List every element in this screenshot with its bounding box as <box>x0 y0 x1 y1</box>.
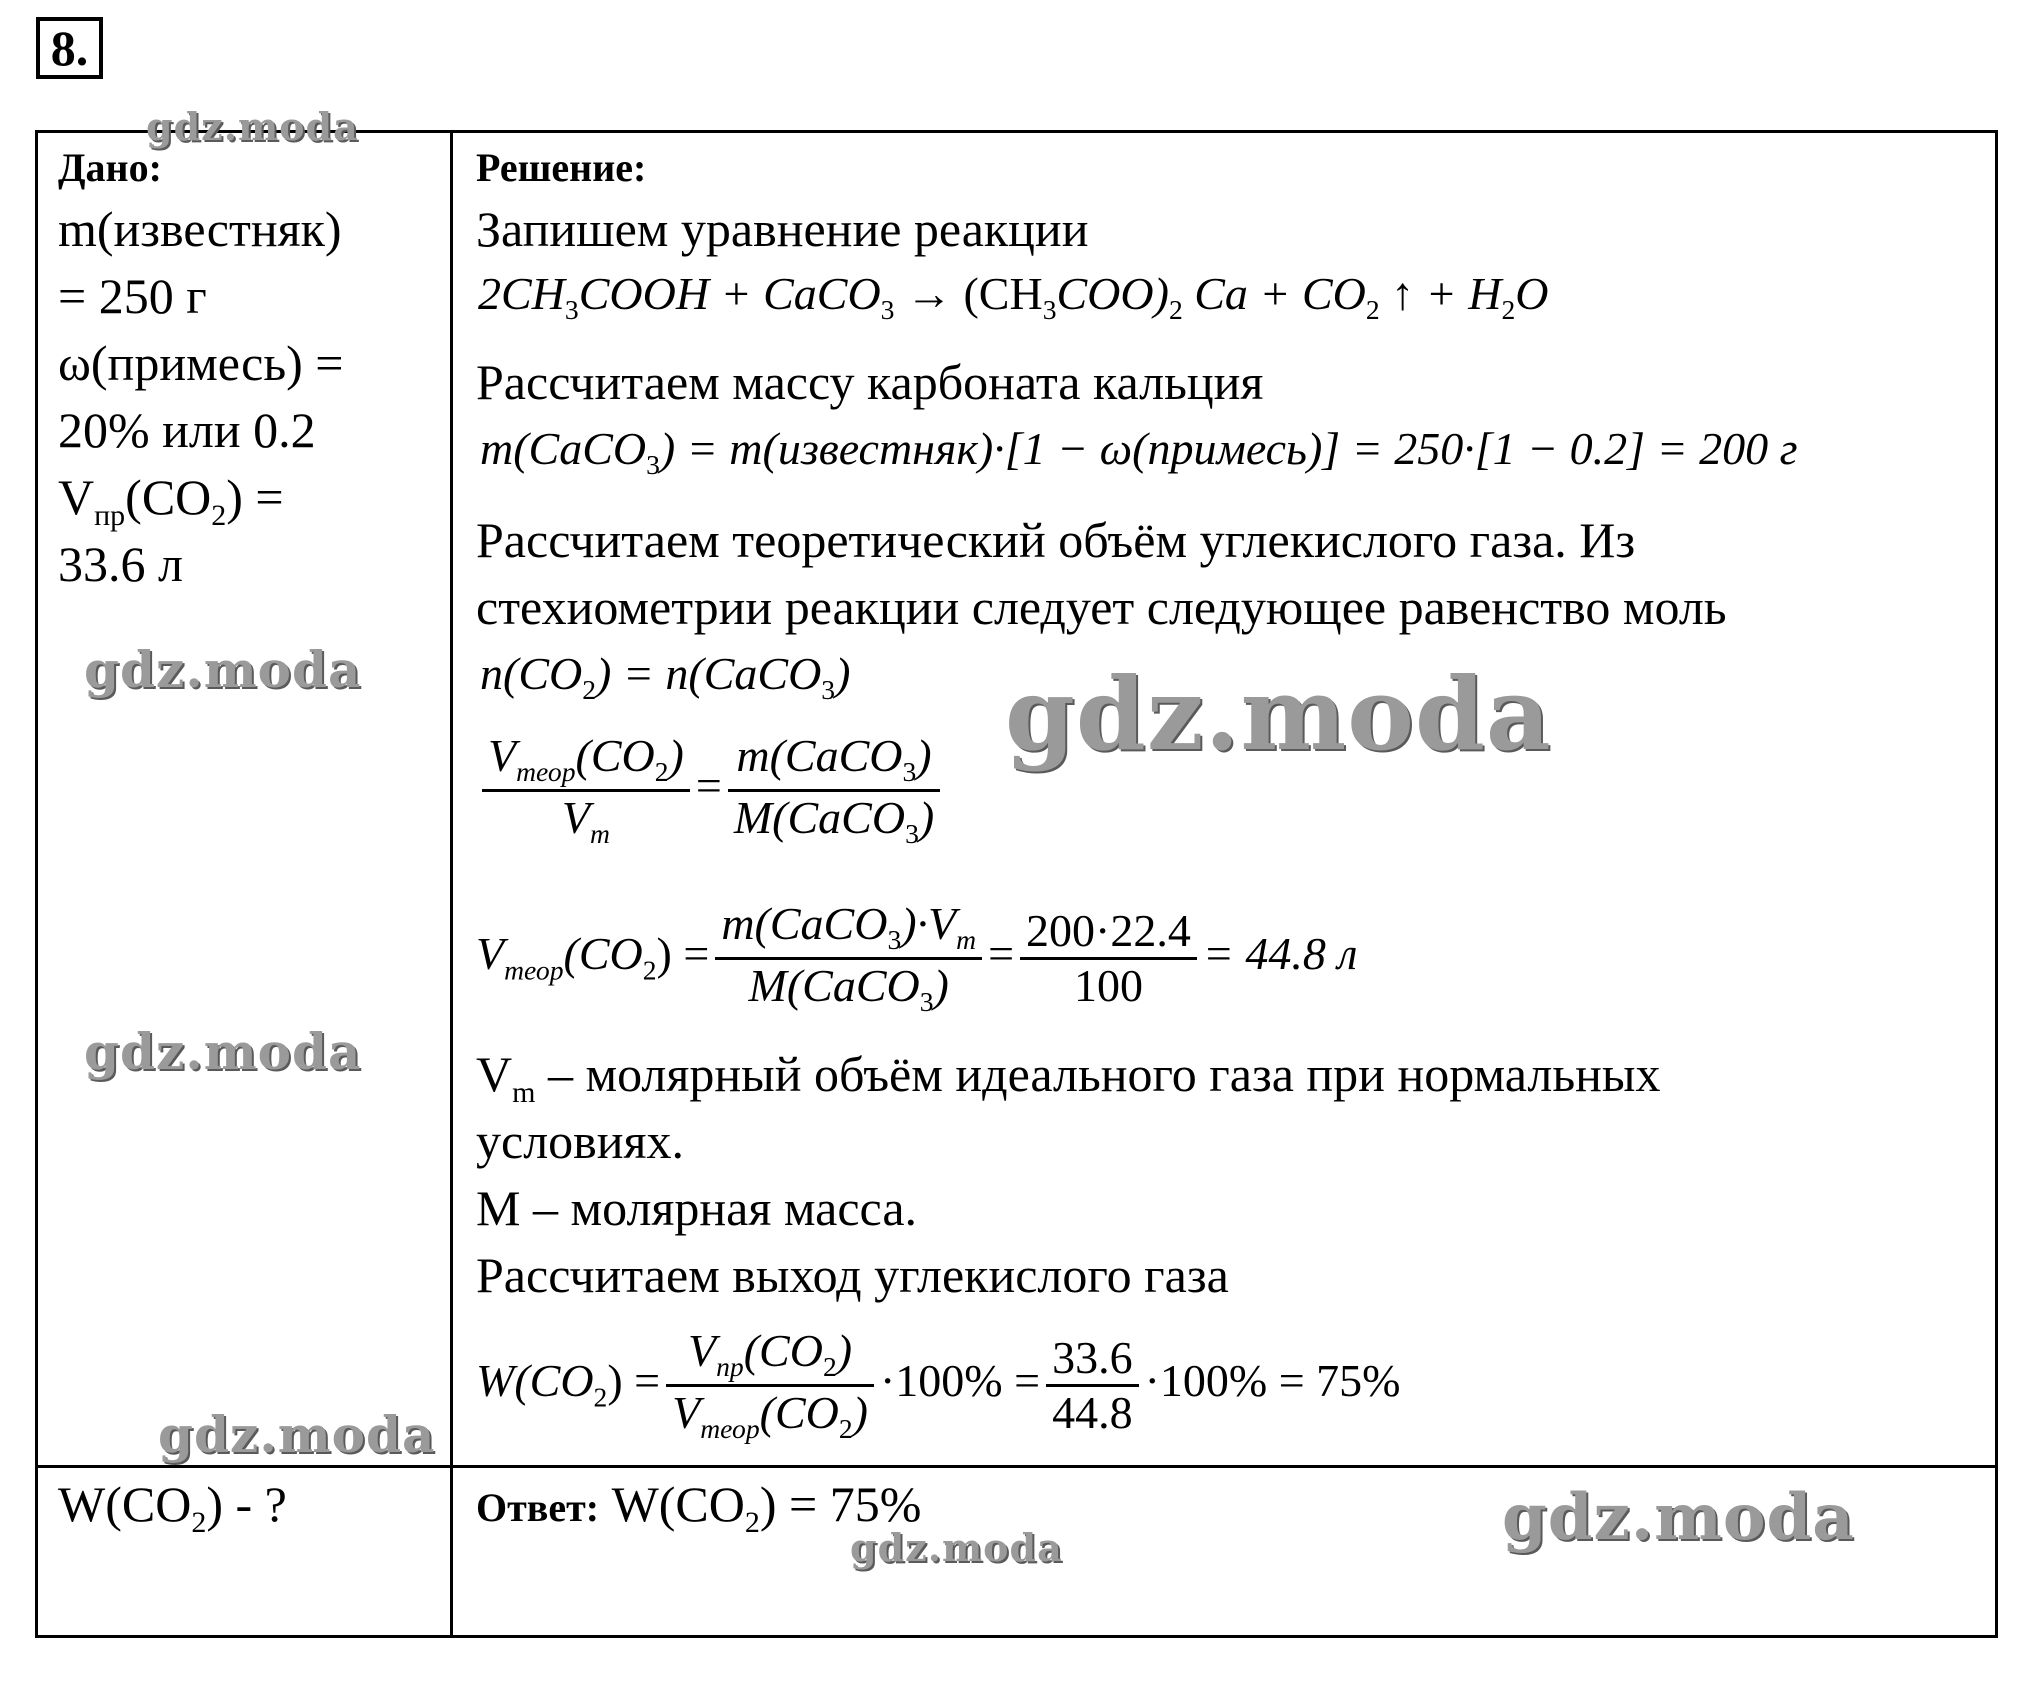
given-line: 33.6 л <box>58 536 183 592</box>
answer: Ответ: $W(CO_2) = 75\%$ <box>476 1476 922 1539</box>
given-line: = 250 г <box>58 268 207 324</box>
solution-step: стехиометрии реакции следует следующее равенство моль <box>476 579 1727 635</box>
theoretical-volume-formula: $V_{теор}(CO_2)$ = $\frac{m(CaCO_3)\cdot V_m}{M(CaCO_3)}$ = $\frac{200\cdot 22.4}{100}$ = 44.8 л <box>476 898 1358 1018</box>
given-line: 20% или 0.2 <box>58 402 316 458</box>
watermark: gdz.moda <box>84 640 362 699</box>
given-line: ω(примесь) = <box>58 335 344 391</box>
row-divider <box>35 1465 1998 1468</box>
given-header: Дано: <box>58 145 162 190</box>
watermark: gdz.moda <box>158 1405 436 1464</box>
watermark: gdz.moda <box>1005 655 1552 773</box>
vm-definition: $V_m$ – молярный объём идеального газа при нормальных <box>476 1046 1661 1109</box>
find-label: $W(CO_2)$ - ? <box>58 1476 287 1539</box>
watermark: gdz.moda <box>1502 1480 1855 1555</box>
yield-formula: $W(CO_2)$ = $\frac{V_{пр}(CO_2)}{V_{теор}(CO_2)}$ ·100% = $\frac{33.6}{44.8}$ ·100% = 75% <box>476 1325 1401 1445</box>
reaction-equation: $2CH_3COOH$ + CaCO$_3$ → $(CH_3COO)_2$ $Ca + CO_2$ ↑ + $H_2O$ <box>478 268 1549 326</box>
column-divider <box>450 130 453 1638</box>
watermark: gdz.moda <box>84 1022 362 1081</box>
solution-step: Запишем уравнение реакции <box>476 201 1089 257</box>
problem-number: 8. <box>36 17 103 79</box>
solution-step: Рассчитаем теоретический объём углекислого газа. Из <box>476 512 1636 568</box>
mass-formula: m(CaCO$_3$) = m(известняк)·[1 − ω(примесь)] = 250·[1 − 0.2] = 200 г <box>480 423 1798 481</box>
solution-step: Рассчитаем массу карбоната кальция <box>476 354 1264 410</box>
m-definition: M – молярная масса. <box>476 1180 918 1236</box>
solution-header: Решение: <box>476 145 647 190</box>
given-line: m(известняк) <box>58 201 342 257</box>
solution-step: Рассчитаем выход углекислого газа <box>476 1247 1229 1303</box>
watermark: gdz.moda <box>850 1525 1063 1570</box>
vm-definition-cont: условиях. <box>476 1113 685 1169</box>
mole-equality: $n(CO_2)$ = n(CaCO$_3$) <box>480 648 851 706</box>
watermark: gdz.moda <box>146 104 359 149</box>
given-volume: $V_{пр}(CO_2)$ = <box>58 469 284 532</box>
ratio-formula: $\frac{V_{теор}(CO_2)}{V_m}$ = $\frac{m(CaCO_3)}{M(CaCO_3)}$ <box>476 730 946 851</box>
